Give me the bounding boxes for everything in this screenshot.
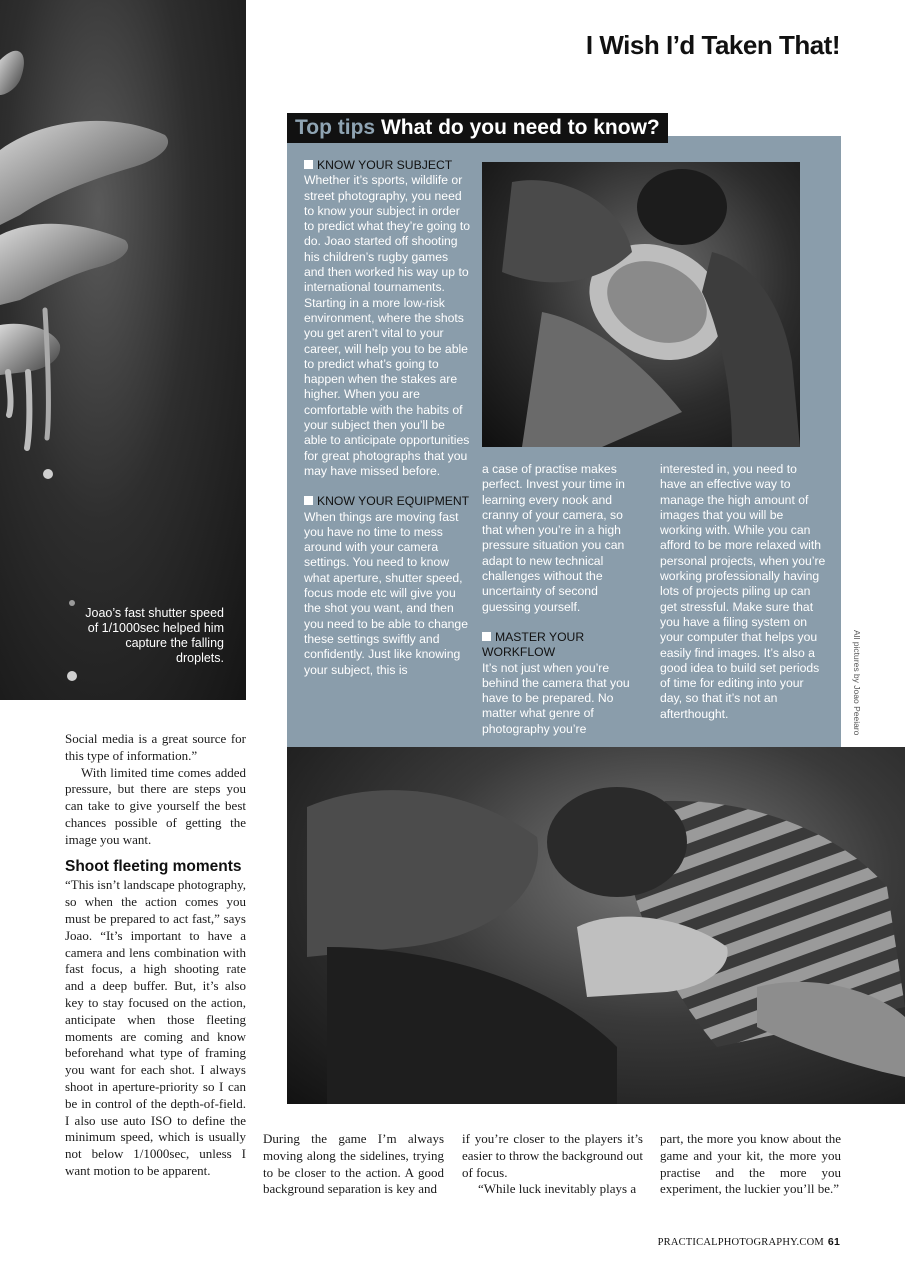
hands-droplets-photo xyxy=(0,0,246,700)
tips-column-3 xyxy=(660,462,826,737)
body-column-2 xyxy=(263,1131,444,1198)
tip-body: It’s not just when you’re behind the camera that you have to be prepared. No matter what genre of photography you’re xyxy=(482,660,630,736)
top-tips-accent: Top tips xyxy=(295,116,376,139)
tips-column-2 xyxy=(482,462,642,752)
tip-heading xyxy=(304,494,470,509)
tip-continued: a case of practise makes perfect. Invest your time in learning every nook and cranny of your camera, so that when you’re in a high pressure situation you can adapt to new technical challenges without the uncertainty of second guessing yourself. xyxy=(482,462,625,614)
page-title: I Wish I’d Taken That! xyxy=(585,30,840,60)
tips-column-1 xyxy=(304,158,470,693)
body-paragraph: “This isn’t landscape photography, so when the action comes you must be prepared to act fast,” says Joao. “It’s important to have a camera and lens combination with fast focus, a high shooting rate and a deep buffer. But, it’s also key to stay focused on the action, anticipate when those fleeting moments are coming and know beforehand what type of framing you want for each shot. I always shoot in aperture-priority so I can be in control of the depth-of-field. I also use auto ISO to define the minimum speed, which is usually not below 1/1000sec, unless I want motion to be apparent. xyxy=(65,877,246,1178)
rugby-huddle-photo xyxy=(287,747,905,1104)
tip-body: interested in, you need to have an effective way to manage the high amount of images that you will be working with. While you can afford to be more relaxed with personal projects, when you’re working professionally having lots of projects piling up can get stressful. Make sure that you have a filing system on your computer that helps you easily find images. It’s also a good idea to build set periods of time for editing into your day, so that it’s not an afterthought. xyxy=(660,462,826,721)
tip-heading xyxy=(482,630,642,661)
top-tips-heading: What do you need to know? xyxy=(380,116,660,139)
tip-know-subject xyxy=(304,158,470,479)
body-column-4 xyxy=(660,1131,841,1198)
tip-heading-text: KNOW YOUR SUBJECT xyxy=(317,158,453,172)
tip-master-workflow xyxy=(482,630,642,737)
tip-body: When things are moving fast you have no time to mess around with your camera settings. You need to know what aperture, shutter speed, focus mode etc will give you the shot you want, and then you need to be able to change these settings swiftly and confidently. Just like knowing your subject, this is xyxy=(304,509,468,677)
body-paragraph: With limited time comes added pressure, but there are steps you can take to give yourself the best chances possible of getting the image you want. xyxy=(65,764,246,847)
body-column-1 xyxy=(65,731,246,1180)
body-paragraph: part, the more you know about the game and your kit, the more you practise and the more you experiment, the luckier you’ll be.” xyxy=(660,1131,841,1197)
body-paragraph: “While luck inevitably plays a xyxy=(478,1181,637,1197)
body-paragraph: Social media is a great source for this type of information.” xyxy=(65,731,246,763)
photo-credit: All pictures by Joao Peeiaro xyxy=(852,630,862,736)
rugby-player-ball-photo xyxy=(482,162,800,447)
hands-illustration xyxy=(0,0,246,700)
photo-caption: Joao’s fast shutter speed of 1/1000sec helped him capture the falling droplets. xyxy=(85,606,224,665)
body-column-3 xyxy=(462,1131,643,1198)
tip-body: Whether it’s sports, wildlife or street photography, you need to know your subject in order to predict what they’re going to do. Joao started off shooting his children’s rugby games and then worked his way up to international tournaments. Starting in a more low-risk environment, where the shots you get aren’t vital to your career, will help you to be able to predict what’s going to happen when the stakes are higher. When you are comfortable with the habits of your subject then you’ll be able to anticipate opportunities for great photographs that you may have missed before. xyxy=(304,173,470,478)
page-footer xyxy=(658,1236,840,1248)
footer-site: PRACTICALPHOTOGRAPHY.COM xyxy=(657,1237,824,1248)
tip-heading-text: KNOW YOUR EQUIPMENT xyxy=(317,494,470,509)
square-bullet-icon xyxy=(304,496,313,505)
tip-know-equipment xyxy=(304,494,470,678)
subheading: Shoot fleeting moments xyxy=(65,857,242,875)
body-paragraph: During the game I’m always moving along the sidelines, trying to be closer to the action. A good background separation is key and xyxy=(263,1131,444,1197)
rugby-huddle-illustration xyxy=(287,747,905,1104)
tip-heading xyxy=(304,158,470,173)
square-bullet-icon xyxy=(304,160,313,169)
top-tips-label xyxy=(287,113,668,143)
page-number: 61 xyxy=(827,1236,840,1248)
tip-heading-text: MASTER YOUR WORKFLOW xyxy=(482,629,585,660)
rugby-player-illustration xyxy=(482,162,800,447)
square-bullet-icon xyxy=(482,632,491,641)
body-paragraph: if you’re closer to the players it’s easier to throw the background out of focus. xyxy=(462,1131,643,1180)
